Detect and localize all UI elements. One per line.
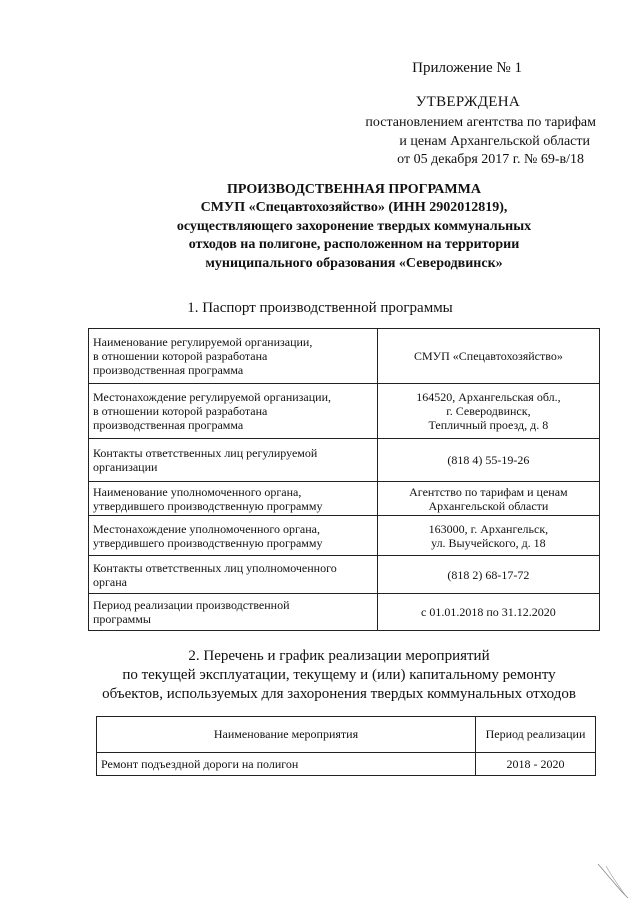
table-row	[89, 482, 600, 516]
section2-heading: 2. Перечень и график реализации мероприятий	[188, 648, 490, 664]
table-row	[89, 439, 600, 482]
row-label: Местонахождение уполномоченного органа, утвердившего производственную программу	[89, 516, 378, 556]
row-label: Контакты ответственных лиц регулируемой организации	[89, 439, 378, 482]
approval-line: и ценам Архангельской области	[399, 134, 590, 149]
table-row	[89, 594, 600, 631]
table-row	[89, 384, 600, 439]
document-title: ПРОИЗВОДСТВЕННАЯ ПРОГРАММА	[227, 182, 481, 197]
title-line: СМУП «Спецавтохозяйство» (ИНН 2902012819),	[200, 200, 508, 215]
event-period: 2018 - 2020	[476, 753, 596, 776]
table-header-row	[97, 717, 596, 753]
table-row	[89, 516, 600, 556]
row-value: (818 4) 55-19-26	[377, 439, 599, 482]
row-value: 163000, г. Архангельск, ул. Выучейского, д. 18	[377, 516, 599, 556]
row-value: с 01.01.2018 по 31.12.2020	[377, 594, 599, 631]
row-value: Агентство по тарифам и ценам Архангельской области	[377, 482, 599, 516]
row-value: СМУП «Спецавтохозяйство»	[377, 329, 599, 384]
section2-heading-line: объектов, используемых для захоронения твердых коммунальных отходов	[102, 686, 576, 702]
events-table	[96, 716, 596, 776]
table-row	[89, 556, 600, 594]
passport-table	[88, 328, 600, 631]
row-label: Период реализации производственной программы	[89, 594, 378, 631]
title-line: осуществляющего захоронение твердых коммунальных	[176, 219, 532, 234]
section1-heading: 1. Паспорт производственной программы	[187, 300, 453, 316]
row-value: 164520, Архангельская обл., г. Северодвинск, Тепличный проезд, д. 8	[377, 384, 599, 439]
approved-label: УТВЕРЖДЕНА	[415, 94, 520, 110]
row-label: Наименование регулируемой организации, в отношении которой разработана производственная программа	[89, 329, 378, 384]
event-name: Ремонт подъездной дороги на полигон	[97, 753, 476, 776]
table-row	[89, 329, 600, 384]
section2-heading-line: по текущей эксплуатации, текущему и (или) капитальному ремонту	[122, 667, 556, 683]
row-label: Наименование уполномоченного органа, утвердившего производственную программу	[89, 482, 378, 516]
column-header-period: Период реализации	[476, 717, 596, 753]
column-header-name: Наименование мероприятия	[97, 717, 476, 753]
title-line: муниципального образования «Северодвинск»	[205, 256, 503, 271]
appendix-label: Приложение № 1	[412, 60, 522, 76]
row-label: Местонахождение регулируемой организации, в отношении которой разработана производственная программа	[89, 384, 378, 439]
row-value: (818 2) 68-17-72	[377, 556, 599, 594]
approval-line: постановлением агентства по тарифам	[365, 115, 596, 130]
table-row	[97, 753, 596, 776]
row-label: Контакты ответственных лиц уполномоченного органа	[89, 556, 378, 594]
approval-line: от 05 декабря 2017 г. № 69-в/18	[397, 152, 584, 167]
title-line: отходов на полигоне, расположенном на территории	[188, 237, 520, 252]
pen-mark-icon	[596, 862, 636, 902]
